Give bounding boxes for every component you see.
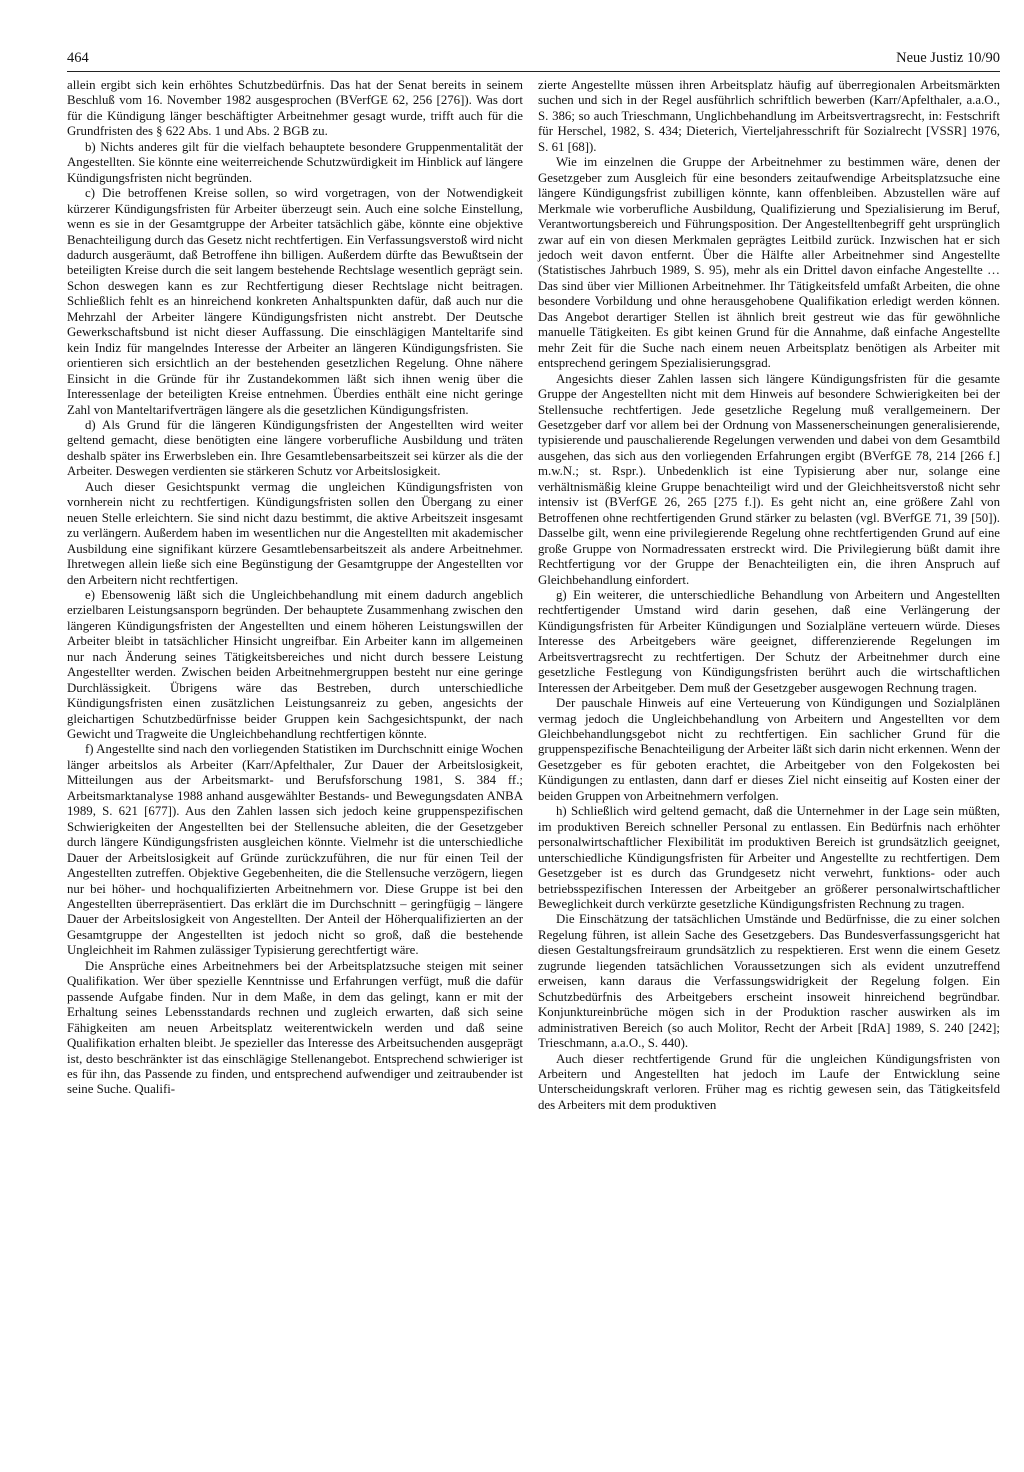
paragraph: zierte Angestellte müssen ihren Arbeitsplatz häufig auf überregionalen Arbeitsmärkten suchen und sich in der Regel ausführlich schriftlich bewerben (Karr/Apfelthaler, a.a.O., S. 386; so auch Trieschmann, Unglichbehandlung im Arbeitsvertragsrecht, in: Festschrift für Herschel, 1982, S. 434; Dieterich, Vierteljahresschrift für Sozialrecht [VSSR] 1976, S. 61 [68]). [538, 78, 1000, 154]
header-rule [67, 71, 1000, 72]
paragraph: Angesichts dieser Zahlen lassen sich längere Kündigungsfristen für die gesamte Gruppe der Angestellten nicht mit dem Hinweis auf besondere Schwierigkeiten bei der Stellensuche rechtfertigen. Jede gesetzliche Regelung muß verallgemeinern. Der Gesetzgeber darf vor allem bei der Ordnung von Massenerscheinungen generalisierende, typisierende und pauschalierende Regelungen verwenden und dabei von dem Gesamtbild ausgehen, das sich aus den vorliegenden Erfahrungen ergibt (BVerfGE 78, 214 [266 f.] m.w.N.; st. Rspr.). Unbedenklich ist eine Typisierung aber nur, solange eine verhältnismäßig kleine Gruppe benachteiligt wird und der Gleichheitsverstoß nicht sehr intensiv ist (BVerfGE 26, 265 [275 f.]). Es geht nicht an, eine größere Zahl von Betroffenen ohne rechtfertigenden Grund stärker zu belasten (vgl. BVerfGE 71, 39 [50]). Dasselbe gilt, wenn eine privilegierende Regelung ohne rechtfertigenden Grund auf eine große Gruppe von Normadressaten erstreckt wird. Die Privilegierung büßt damit ihre Rechtfertigung vor der Gruppe der Benachteiligten ein, die ihren Anspruch auf Gleichbehandlung einfordert. [538, 371, 1000, 587]
paragraph: f) Angestellte sind nach den vorliegenden Statistiken im Durchschnitt einige Wochen länger arbeitslos als Arbeiter (Karr/Apfelthaler, Zur Dauer der Arbeitslosigkeit, Mitteilungen aus der Arbeitsmarkt- und Berufsforschung 1981, S. 384 ff.; Arbeitsmarktanalyse 1988 anhand ausgewählter Bestands- und Bewegungsdaten ANBA 1989, S. 621 [677]). Aus den Zahlen lassen sich jedoch keine gruppenspezifischen Schwierigkeiten der Angestellten bei der Stellensuche ableiten, die der Gesetzgeber durch längere Kündigungsfristen ausgleichen könnte. Vielmehr ist die unterschiedliche Dauer der Arbeitslosigkeit auf Gründe zurückzuführen, die nur für einen Teil der Angestellten zutreffen. Objektive Gegebenheiten, die die Stellensuche verzögern, liegen nur bei höher- und hochqualifizierten Arbeitnehmern vor. Diese Gruppe ist bei den Angestellten überrepräsentiert. Das erklärt die im Durchschnitt – geringfügig – längere Dauer der Arbeitslosigkeit von Angestellten. Der Anteil der Höherqualifizierten an der Gesamtgruppe der Angestellten ist jedoch nicht so groß, daß die bestehende Ungleichheit im Rahmen zulässiger Typisierung gerechtfertigt wäre. [67, 742, 523, 958]
paragraph: allein ergibt sich kein erhöhtes Schutzbedürfnis. Das hat der Senat bereits in seinem Beschluß vom 16. November 1982 ausgesprochen (BVerfGE 62, 256 [276]). Was dort für die Kündigung länger beschäftigter Arbeitnehmer gesagt wurde, trifft auch für die Grundfristen des § 622 Abs. 1 und Abs. 2 BGB zu. [67, 78, 523, 139]
paragraph: Der pauschale Hinweis auf eine Verteuerung von Kündigungen und Sozialplänen vermag jedoch die Ungleichbehandlung von Arbeitern und Angestellten vor dem Gleichbehandlungsgebot nicht zu rechtfertigen. Ein sachlicher Grund für die gruppenspezifische Benachteiligung der Arbeiter läßt sich darin nicht erkennen. Wenn der Gesetzgeber es für geboten erachtet, die Arbeitgeber von den Folgekosten bei Kündigungen zu entlasten, dann darf er dieses Ziel nicht einseitig auf Kosten einer der beiden Gruppen von Arbeitnehmern verfolgen. [538, 696, 1001, 803]
paragraph: e) Ebensowenig läßt sich die Ungleichbehandlung mit einem dadurch angeblich erzielbaren Leistungsansporn begründen. Der behauptete Zusammenhang zwischen den längeren Kündigungsfristen der Angestellten und einem höheren Leistungswillen der Arbeiter bleibt in tatsächlicher Hinsicht ungreifbar. Ein Arbeiter kann im allgemeinen nur nach Änderung seines Tätigkeitsbereiches und nicht durch bessere Leistung Angestellter werden. Zwischen beiden Arbeitnehmergruppen besteht nur eine geringe Durchlässigkeit. Übrigens wäre das Bestreben, durch unterschiedliche Kündigungsfristen einen zusätzlichen Leistungsanreiz zu geben, angesichts der gleichartigen Schutzbedürfnisse beider Gruppen kein Sachgesichtspunkt, der nach Gewicht und Tragweite die Ungleichbehandlung rechtfertigen könnte. [67, 587, 523, 742]
right-column [538, 78, 1000, 1113]
paragraph: c) Die betroffenen Kreise sollen, so wird vorgetragen, von der Notwendigkeit kürzerer Kündigungsfristen für Arbeiter überzeugt sein. Auch eine solche Einstellung, wenn es sie in der Gesamtgruppe der Arbeiter tatsächlich gäbe, könnte eine objektive Benachteiligung durch das Gesetz nicht rechtfertigen. Ein Verfassungsverstoß wird nicht dadurch ausgeräumt, daß Betroffene ihn billigen. Außerdem dürfte das Bewußtsein der beteiligten Kreise durch die seit langem bestehende Rechtslage wesentlich geprägt sein. Schon deswegen kann es zur Rechtfertigung dieser Rechtslage nicht beitragen. Schließlich fehlt es an hinreichend konkreten Anhaltspunkten dafür, daß auch nur die Mehrzahl der Arbeiter längere Kündigungsfristen nicht anstrebt. Der Deutsche Gewerkschaftsbund ist nicht dieser Auffassung. Die einschlägigen Manteltarife sind kein Indiz für mangelndes Interesse der Arbeiter an längeren Kündigungsfristen. Sie orientieren sich ersichtlich an der bestehenden gesetzlichen Regelung. Ohne nähere Einsicht in die Gründe für ihr Zustandekommen läßt sich ihnen wenig über die Interessenlage der beteiligten Kreise entnehmen. Überdies enthält eine nicht geringe Zahl von Manteltarifverträgen längere als die gesetzlichen Kündigungsfristen. [67, 186, 523, 417]
paragraph: Auch dieser rechtfertigende Grund für die ungleichen Kündigungsfristen von Arbeitern und Angestellten hat jedoch im Laufe der Entwicklung seine Unterscheidungskraft verloren. Früher mag es richtig gewesen sein, das Tätigkeitsfeld des Arbeiters mit dem produktiven [538, 1051, 1000, 1112]
left-column [67, 78, 523, 1098]
paragraph: h) Schließlich wird geltend gemacht, daß die Unternehmer in der Lage sein müßten, im produktiven Bereich schneller Personal zu entlassen. Ein Bedürfnis nach erhöhter personalwirtschaftlicher Flexibilität im produktiven Bereich ist grundsätzlich geeignet, unterschiedliche Kündigungsfristen für Arbeiter und Angestellte zu rechtfertigen. Dem Gesetzgeber ist es durch das Grundgesetz nicht verwehrt, funktions- oder auch betriebsspezifischen Interessen der Arbeitgeber an größerer personalwirtschaftlicher Beweglichkeit durch verkürzte gesetzliche Kündigungsfristen Rechnung zu tragen. [538, 804, 1000, 912]
page-header [67, 50, 1000, 72]
paragraph: Auch dieser Gesichtspunkt vermag die ungleichen Kündigungsfristen von vornherein nicht zu rechtfertigen. Kündigungsfristen sollen den Übergang zu einer neuen Stelle erleichtern. Sie sind nicht dazu bestimmt, die aktive Arbeitszeit insgesamt zu verlängern. Außerdem haben im wesentlichen nur die Angestellten mit akademischer Ausbildung eine signifikant kürzere Gesamtlebensarbeitszeit als andere Arbeitnehmer. Ihretwegen allein ließe sich eine Begünstigung der Gesamtgruppe der Angestellten vor den Arbeitern nicht rechtfertigen. [67, 479, 523, 587]
paragraph: g) Ein weiterer, die unterschiedliche Behandlung von Arbeitern und Angestellten rechtfertigender Umstand wird darin gesehen, daß eine Verlängerung der Kündigungsfristen für Arbeiter Kündigungen und Sozialpläne verteuern würde. Dieses Interesse des Arbeitgebers wäre geeignet, differenzierende Regelungen im Arbeitsvertragsrecht zu rechtfertigen. Der Schutz der Arbeitnehmer durch eine gesetzliche Festlegung von Kündigungsfristen berührt auch die wirtschaftlichen Interessen der Arbeitgeber. Dem muß der Gesetzgeber ausgewogen Rechnung tragen. [538, 587, 1000, 695]
paragraph: b) Nichts anderes gilt für die vielfach behauptete besondere Gruppenmentalität der Angestellten. Sie könnte eine weiterreichende Schutzwürdigkeit im Hinblick auf längere Kündigungsfristen nicht begründen. [67, 139, 523, 185]
paragraph: Wie im einzelnen die Gruppe der Arbeitnehmer zu bestimmen wäre, denen der Gesetzgeber zum Ausgleich für eine besonders zeitaufwendige Arbeitsplatzsuche eine längere Kündigungsfrist zubilligen könnte, kann offenbleiben. Abzustellen wäre auf Merkmale wie vorberufliche Ausbildung, Qualifizierung und Spezialisierung im Beruf, Verantwortungsbereich und Führungsposition. Der Angestelltenbegriff geht ursprünglich zwar auf ein von diesen Merkmalen geprägtes Leitbild zurück. Inzwischen hat er sich jedoch weit davon entfernt. Über die Hälfte aller Arbeitnehmer sind Angestellte (Statistisches Jahrbuch 1989, S. 95), mehr als ein Drittel davon einfache Angestellte … Das sind über vier Millionen Arbeitnehmer. Ihr Tätigkeitsfeld umfaßt Arbeiten, die ohne besondere Vorbildung und ohne herausgehobene Qualifikation erledigt werden können. Das Angebot derartiger Stellen ist ähnlich breit gestreut wie das für gewöhnliche manuelle Tätigkeiten. Es gibt keinen Grund für die Annahme, daß einfache Angestellte mehr Zeit für die Suche nach einem neuen Arbeitsplatz benötigen als Arbeiter mit entsprechend geringem Spezialisierungsgrad. [538, 155, 1000, 371]
journal-issue: Neue Justiz 10/90 [896, 50, 1000, 66]
page-number: 464 [67, 50, 89, 66]
paragraph: Die Ansprüche eines Arbeitnehmers bei der Arbeitsplatzsuche steigen mit seiner Qualifikation. Wer über spezielle Kenntnisse und Erfahrungen verfügt, muß die dafür passende Aufgabe finden. Nur in dem Maße, in dem das gelingt, kann er mit der Erhaltung seines Lebensstandards rechnen und zugleich erwarten, daß sich seine Fähigkeiten am neuen Arbeitsplatz weiterentwickeln werden und daß seine Qualifikation erhalten bleibt. Je spezieller das Interesse des Arbeitsuchenden ausgeprägt ist, desto beschränkter ist das einschlägige Stellenangebot. Entsprechend schwieriger ist es für ihn, das Passende zu finden, und entsprechend aufwendiger und zeitraubender ist seine Suche. Qualifi- [67, 958, 523, 1097]
paragraph: d) Als Grund für die längeren Kündigungsfristen der Angestellten wird weiter geltend gemacht, diese benötigten eine längere vorberufliche Ausbildung und träten deshalb später ins Erwerbsleben ein. Ihre Gesamtlebensarbeitszeit sei kürzer als die der Arbeiter. Deswegen verdienten sie stärkeren Schutz vor Arbeitslosigkeit. [67, 417, 523, 479]
paragraph: Die Einschätzung der tatsächlichen Umstände und Bedürfnisse, die zu einer solchen Regelung führen, ist allein Sache des Gesetzgebers. Das Bundesverfassungsgericht hat diesen Gestaltungsfreiraum grundsätzlich zu respektieren. Erst wenn die einem Gesetz zugrunde liegenden tatsächlichen Voraussetzungen sich als evident unzutreffend erweisen, kann daraus die Verfassungswidrigkeit der Regelung folgen. Ein Schutzbedürfnis des Arbeitgebers erscheint insoweit hinreichend begründbar. Konjunktureinbrüche mögen sich in der Produktion rascher auswirken als im administrativen Bereich (so auch Molitor, Recht der Arbeit [RdA] 1989, S. 240 [242]; Trieschmann, a.a.O., S. 440). [538, 912, 1000, 1051]
